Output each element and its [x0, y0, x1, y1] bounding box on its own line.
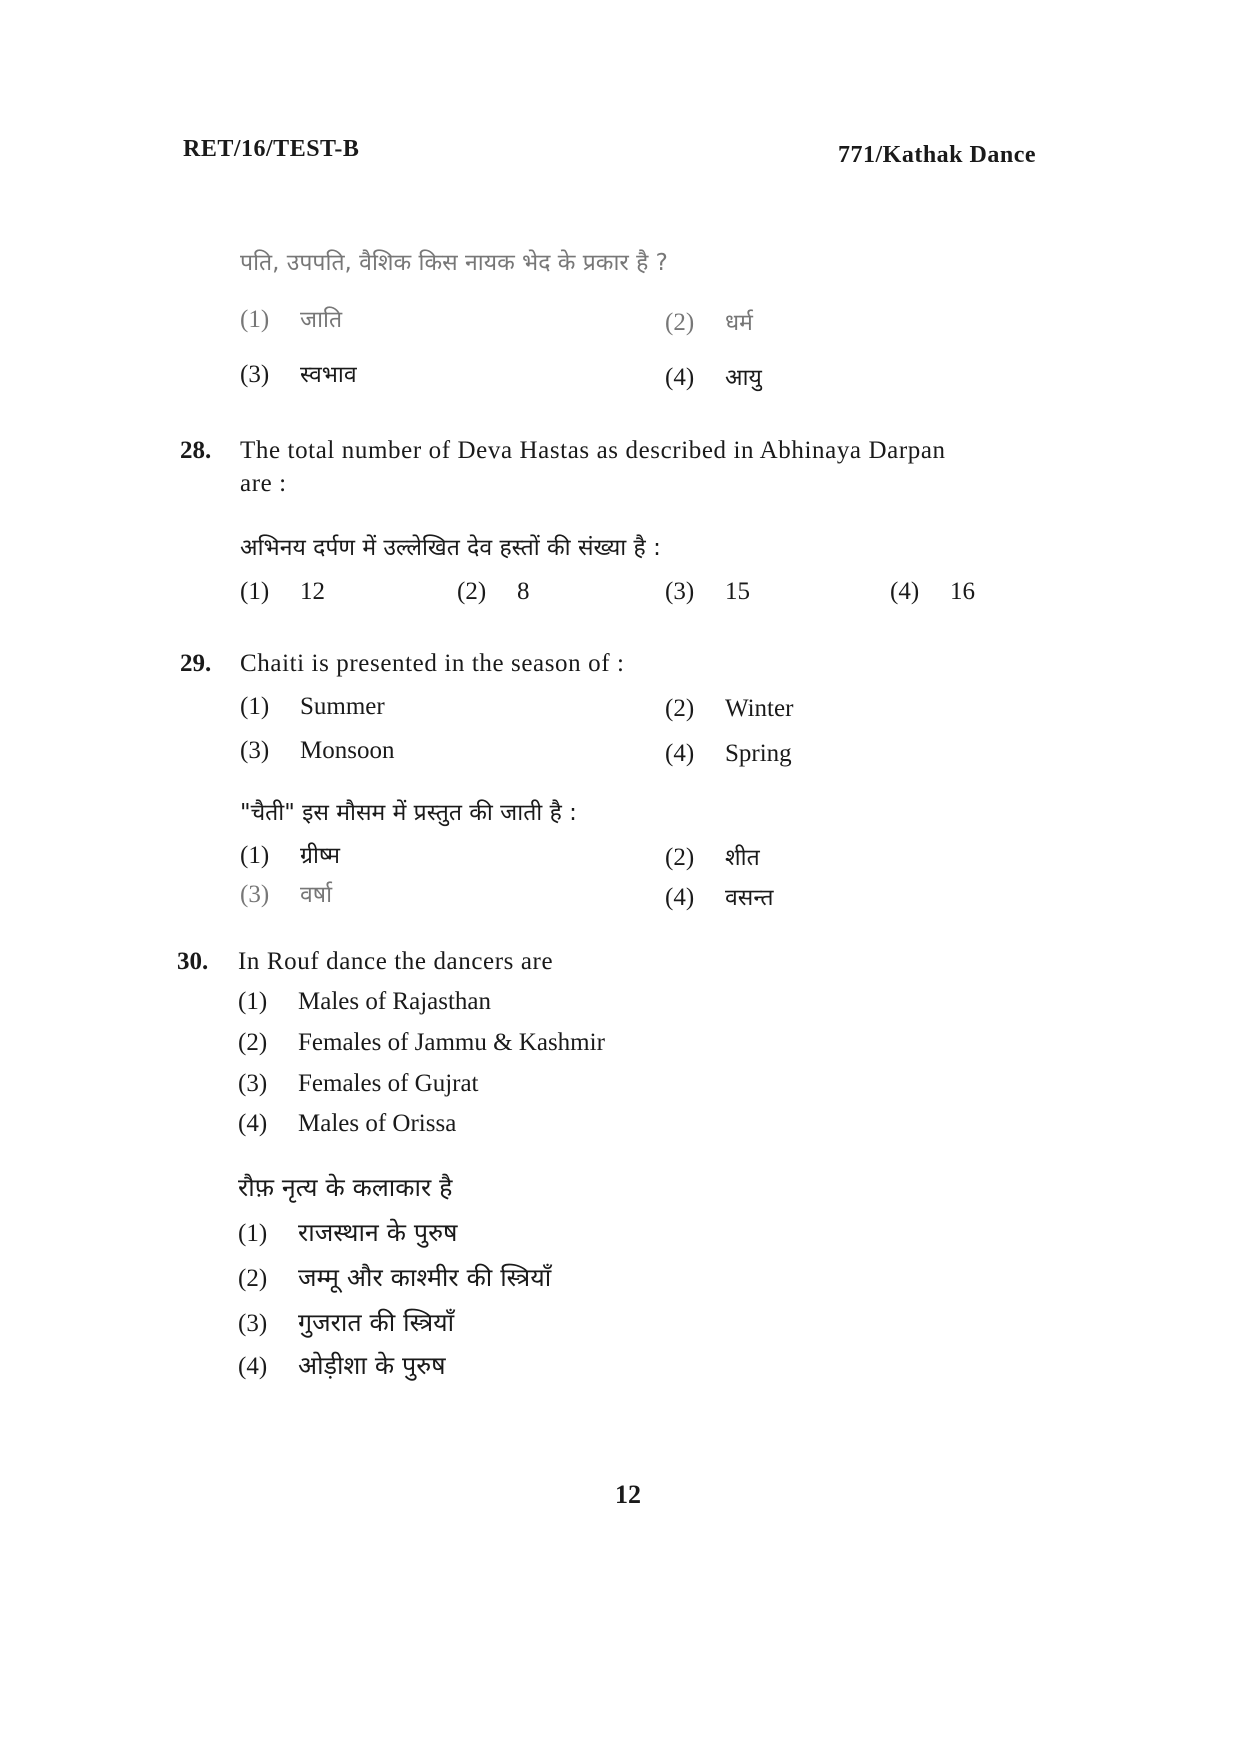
q29-option-en-3-num: (3)	[240, 737, 270, 764]
q28-option-1-text: 12	[300, 578, 325, 605]
q30-option-hi-2	[238, 1260, 551, 1294]
q29-option-hi-4	[665, 880, 774, 912]
q30-option-hi-4-text: ओड़ीशा के पुरुष	[298, 1351, 446, 1380]
q29-option-hi-2	[665, 840, 760, 872]
q27-option-3-num: (3)	[240, 361, 270, 388]
q30-option-hi-1-num: (1)	[238, 1220, 268, 1247]
q30-option-hi-3-text: गुजरात की स्त्रियाँ	[298, 1308, 455, 1337]
q28-question-hindi: अभिनय दर्पण में उल्लेखित देव हस्तों की संख्या है :	[240, 535, 661, 561]
q27-option-2-text: धर्म	[725, 310, 753, 336]
q29-option-hi-4-num: (4)	[665, 884, 695, 911]
header-right-subject: 771/Kathak Dance	[838, 142, 1037, 168]
q30-option-en-1-text: Males of Rajasthan	[298, 988, 492, 1015]
q28-question-english-line1: The total number of Deva Hastas as described in Abhinaya Darpan	[240, 437, 946, 464]
page-number: 12	[615, 1480, 641, 1509]
q28-option-4-text: 16	[950, 578, 975, 605]
q27-question-hindi: पति, उपपति, वैशिक किस नायक भेद के प्रकार है ?	[240, 250, 668, 276]
q30-option-en-4	[238, 1110, 456, 1138]
q29-option-hi-1	[240, 838, 340, 870]
q28-option-1-num: (1)	[240, 578, 270, 605]
q27-option-1-num: (1)	[240, 306, 270, 333]
q27-option-3	[240, 357, 357, 389]
q30-option-en-3-num: (3)	[238, 1070, 268, 1097]
q28-option-2-text: 8	[517, 578, 530, 605]
q30-option-hi-2-text: जम्मू और काश्मीर की स्त्रियाँ	[298, 1263, 552, 1292]
q30-option-hi-3	[238, 1305, 454, 1339]
q29-question-hindi: "चैती" इस मौसम में प्रस्तुत की जाती है :	[240, 800, 577, 826]
q30-option-en-1	[238, 988, 491, 1016]
q29-option-hi-3-num: (3)	[240, 881, 270, 908]
q28-option-3-text: 15	[725, 578, 750, 605]
q30-option-en-2-text: Females of Jammu & Kashmir	[298, 1029, 605, 1056]
q29-option-hi-3	[240, 877, 332, 909]
q30-option-hi-1-text: राजस्थान के पुरुष	[298, 1218, 458, 1247]
q29-option-hi-3-text: वर्षा	[300, 882, 333, 908]
q29-option-hi-1-text: ग्रीष्म	[300, 843, 340, 869]
q28-option-2-num: (2)	[457, 578, 487, 605]
q29-option-hi-2-text: शीत	[725, 845, 760, 871]
q30-option-en-2	[238, 1029, 605, 1057]
q27-option-1	[240, 302, 342, 334]
q29-option-hi-2-num: (2)	[665, 844, 695, 871]
q28-option-2	[457, 578, 530, 606]
q30-option-en-3-text: Females of Gujrat	[298, 1070, 479, 1097]
q27-option-4	[665, 360, 762, 392]
q29-option-en-1-text: Summer	[300, 693, 385, 720]
q29-option-hi-1-num: (1)	[240, 842, 270, 869]
q29-option-en-1	[240, 693, 385, 721]
q28-question-english-line2: are :	[240, 470, 287, 497]
q30-number: 30.	[177, 948, 209, 975]
q27-option-2-num: (2)	[665, 309, 695, 336]
q28-number: 28.	[180, 437, 212, 464]
q28-option-3	[665, 578, 750, 606]
q29-option-en-3	[240, 737, 394, 765]
q29-option-en-1-num: (1)	[240, 693, 270, 720]
q30-option-en-3	[238, 1070, 479, 1098]
q28-option-4	[890, 578, 975, 606]
q30-option-hi-4-num: (4)	[238, 1353, 268, 1380]
q28-option-3-num: (3)	[665, 578, 695, 605]
q30-option-en-4-text: Males of Orissa	[298, 1110, 457, 1137]
q29-option-en-2	[665, 695, 793, 723]
q27-option-4-num: (4)	[665, 364, 695, 391]
q29-question-english: Chaiti is presented in the season of :	[240, 650, 625, 677]
q30-option-hi-1	[238, 1215, 458, 1249]
q27-option-2	[665, 305, 753, 337]
q30-option-hi-2-num: (2)	[238, 1265, 268, 1292]
q30-option-en-1-num: (1)	[238, 988, 268, 1015]
q28-option-4-num: (4)	[890, 578, 920, 605]
q29-option-hi-4-text: वसन्त	[725, 885, 774, 911]
q27-option-4-text: आयु	[725, 365, 762, 391]
q29-option-en-4-text: Spring	[725, 740, 792, 767]
q30-option-en-4-num: (4)	[238, 1110, 268, 1137]
q27-option-3-text: स्वभाव	[300, 362, 357, 388]
q30-option-en-2-num: (2)	[238, 1029, 268, 1056]
q29-option-en-3-text: Monsoon	[300, 737, 395, 764]
q29-option-en-2-num: (2)	[665, 695, 695, 722]
q29-option-en-4-num: (4)	[665, 740, 695, 767]
header-left-code: RET/16/TEST-B	[183, 136, 360, 162]
q29-option-en-2-text: Winter	[725, 695, 794, 722]
q30-question-hindi: रौफ़ नृत्य के कलाकार है	[238, 1173, 453, 1202]
q30-option-hi-4	[238, 1348, 446, 1382]
q29-number: 29.	[180, 650, 212, 677]
q30-option-hi-3-num: (3)	[238, 1310, 268, 1337]
q27-option-1-text: जाति	[300, 307, 343, 333]
q29-option-en-4	[665, 740, 792, 768]
q30-question-english: In Rouf dance the dancers are	[238, 948, 554, 975]
q28-option-1	[240, 578, 325, 606]
